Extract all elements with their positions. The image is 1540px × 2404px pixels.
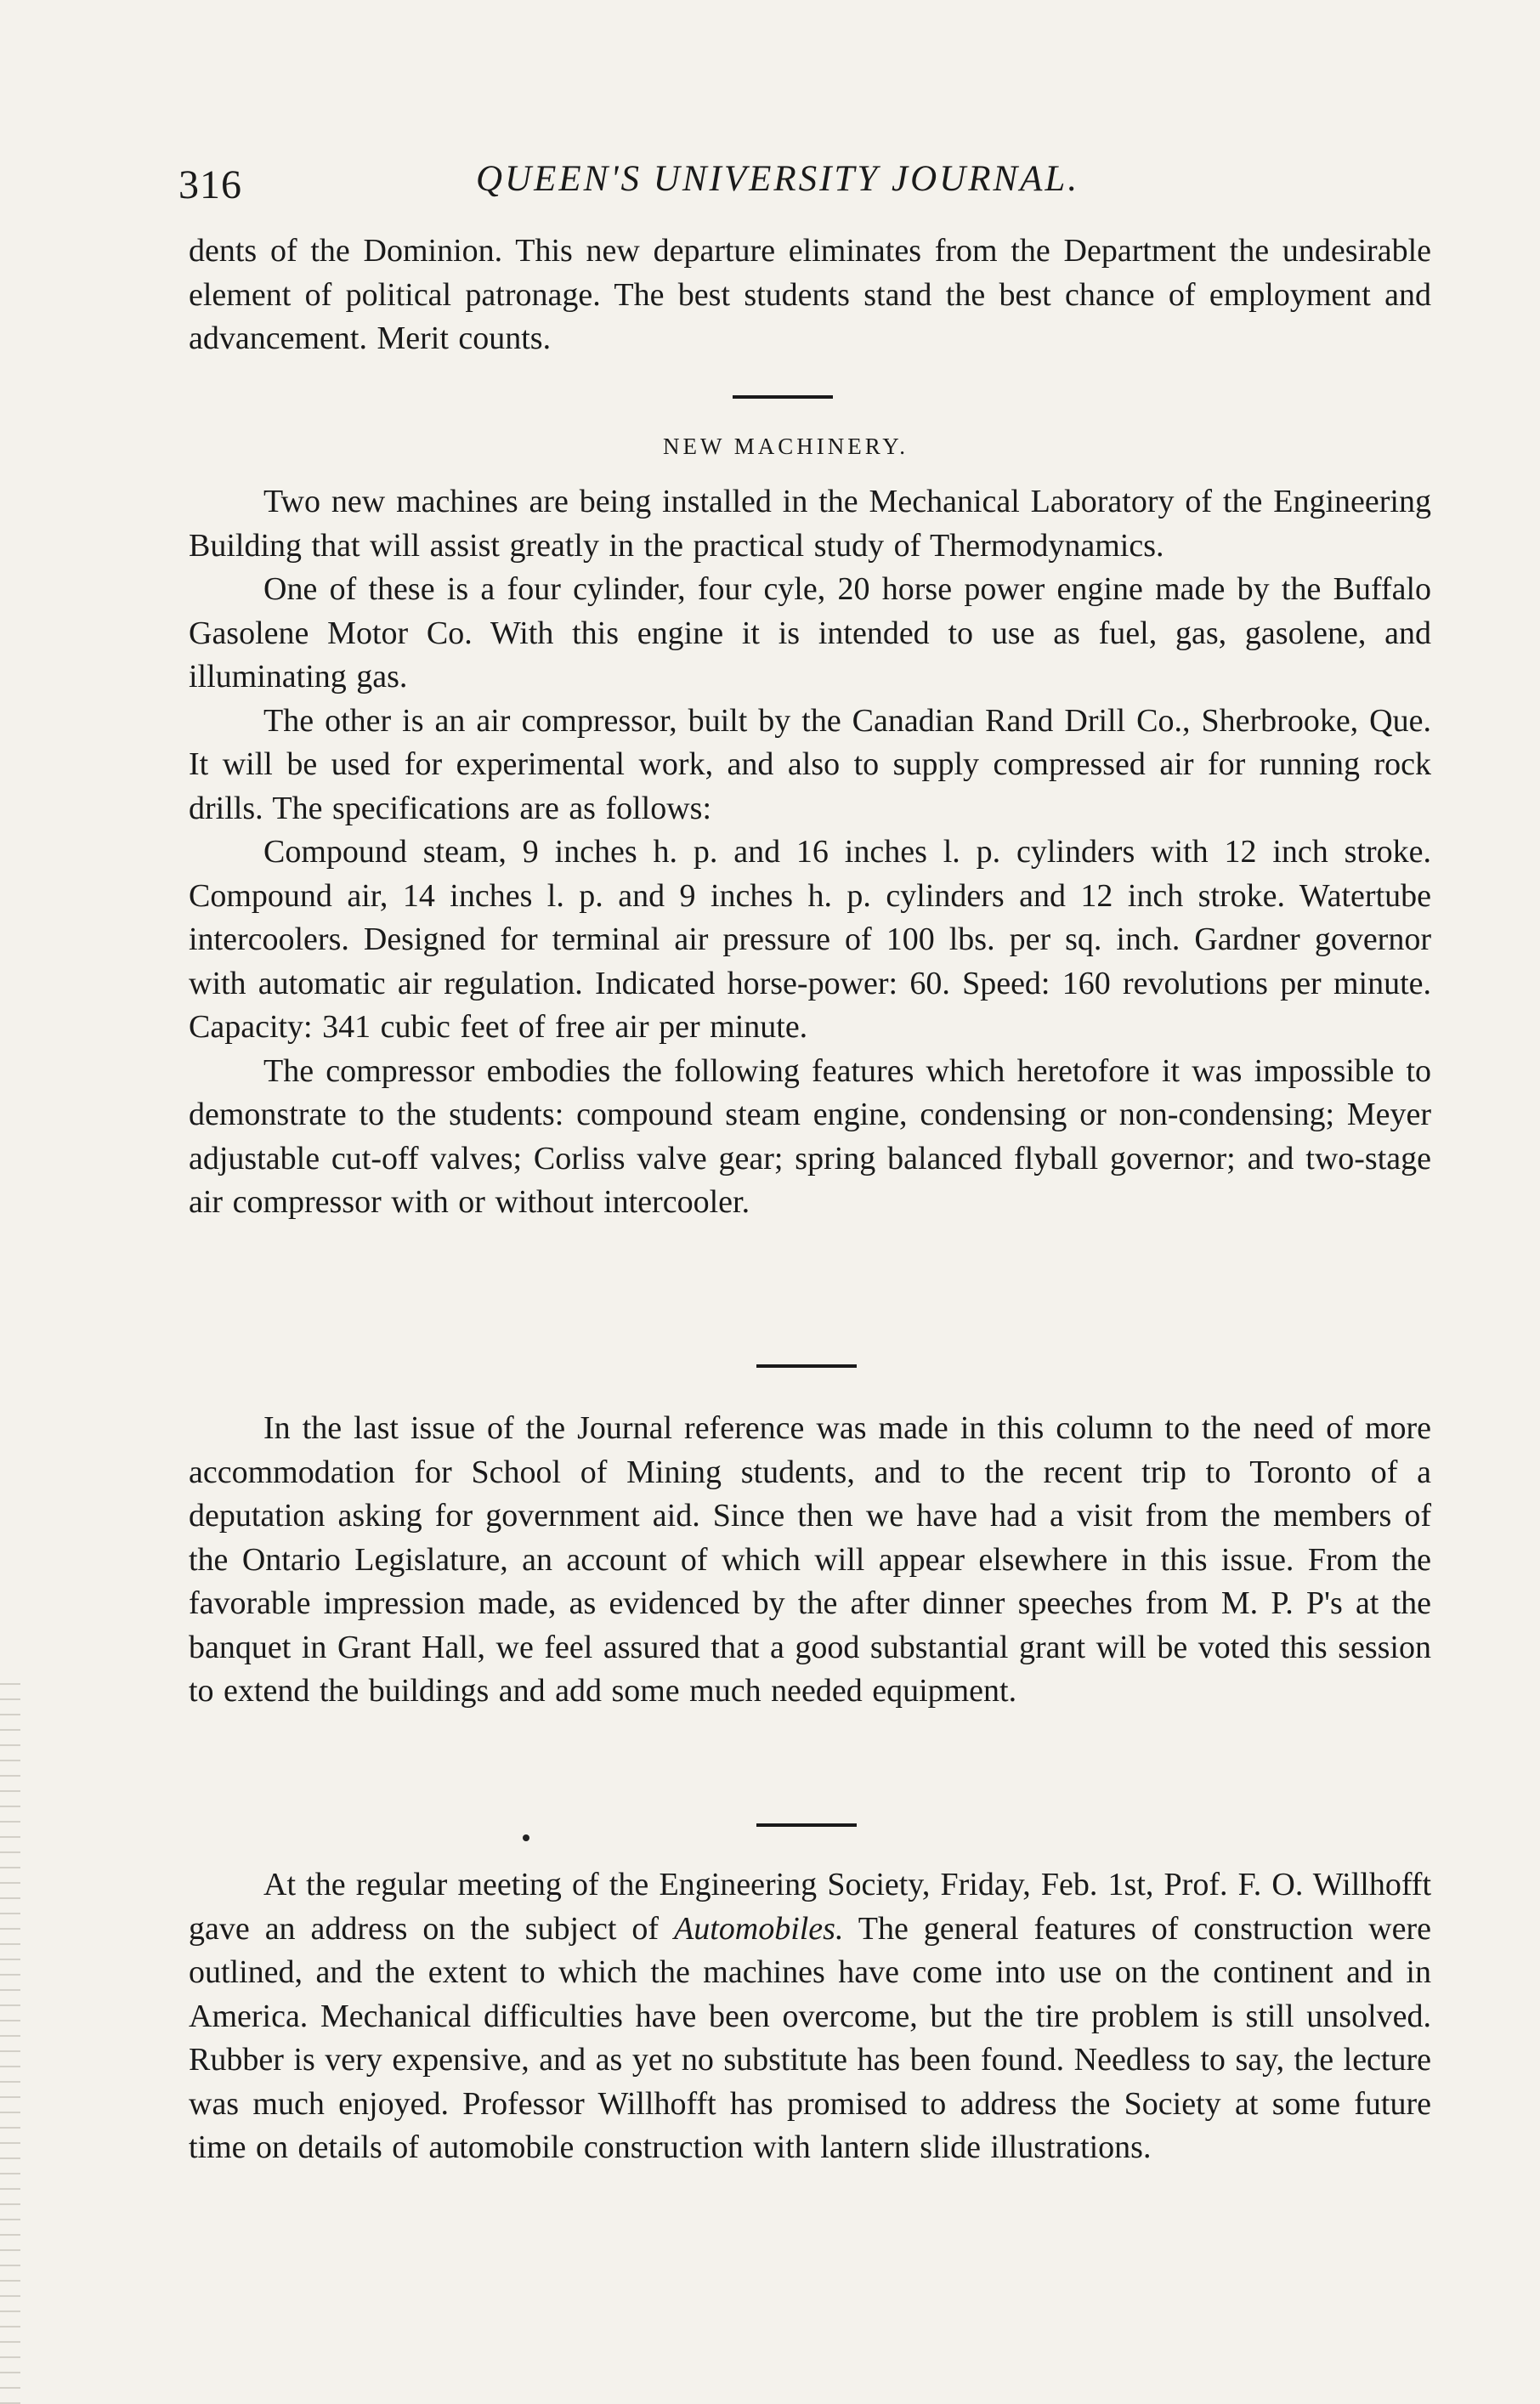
page-number: 316 — [178, 162, 242, 207]
intro-block — [189, 230, 1431, 361]
paragraph-mining-accommodation: In the last issue of the Journal reference was made in this column to the need of more accommodation for School of Mining students, and to the recent trip to Toronto of a deputation asking for government aid. Since then we have had a visit from the members of the Ontario Legislature, an account of which will appear elsewhere in this issue. From the favorable impression made, as evidenced by the after dinner speeches from M. P. P's at the banquet in Grant Hall, we feel assured that a good substantial grant will be voted this session to extend the buildings and add some much needed equipment. — [189, 1410, 1431, 1709]
society-text-start: At the regular meeting of the Engineering Society, Friday, Feb. 1st, Prof. F. O. Willhofft gave an address on the subject of — [189, 1867, 1431, 1947]
society-subject-italic: Automobiles. — [673, 1910, 844, 1947]
paragraph-engineering-society — [189, 1863, 1431, 2170]
page-edge-shadow — [0, 1683, 20, 2404]
intro-paragraph: dents of the Dominion. This new departure eliminates from the Department the undesirable element of political patronage. The best students stand the best chance of employment and advancement. Merit counts. — [189, 233, 1431, 356]
ink-speck — [523, 1834, 529, 1841]
new-machinery-section — [189, 480, 1431, 1225]
mining-accommodation-section — [189, 1407, 1431, 1714]
paragraph-machines-installed: Two new machines are being installed in the Mechanical Laboratory of the Engineering Building that will assist greatly in the practical study of Thermodynamics. — [189, 484, 1431, 564]
paragraph-compressor-features: The compressor embodies the following features which heretofore it was impossible to demonstrate to the students: compound steam engine, condensing or non-condensing; Meyer adjustable cut-off valves; Corliss valve gear; spring balanced flyball governor; and two-stage air compressor with or without intercooler. — [189, 1052, 1431, 1220]
engineering-society-section — [189, 1863, 1431, 2170]
paragraph-specifications: Compound steam, 9 inches h. p. and 16 inches l. p. cylinders with 12 inch stroke. Compound air, 14 inches l. p. and 9 inches h. p. cylinders and 12 inch stroke. Watertube intercoolers. Designed for terminal air pressure of 100 lbs. per sq. inch. Gardner governor with automatic air regulation. Indicated horse-power: 60. Speed: 160 revolutions per minute. Capacity: 341 cubic feet of free air per minute. — [189, 834, 1431, 1045]
section-divider-2 — [756, 1364, 857, 1368]
section-divider-1 — [733, 395, 833, 399]
society-text-end: The general features of construction were outlined, and the extent to which the machines have come into use on the continent and in America. Mechanical difficulties have been overcome, but the tire problem is still unsolved. Rubber is very expensive, and as yet no substitute has been found. Needless to say, the lecture was much enjoyed. Professor Willhofft has promised to address the Society at some future time on details of automobile construction with lantern slide illustrations. — [189, 1910, 1431, 2165]
section-heading-new-machinery: NEW MACHINERY. — [663, 434, 909, 459]
paragraph-air-compressor: The other is an air compressor, built by the Canadian Rand Drill Co., Sherbrooke, Que. It will be used for experimental work, and also to supply compressed air for running rock drills. The specifications are as follows: — [189, 702, 1431, 826]
section-divider-3 — [756, 1823, 857, 1827]
page-header — [178, 153, 1453, 213]
paragraph-gasolene-engine: One of these is a four cylinder, four cyle, 20 horse power engine made by the Buffalo Gasolene Motor Co. With this engine it is intended to use as fuel, gas, gasolene, and illuminating gas. — [189, 571, 1431, 695]
running-title: QUEEN'S UNIVERSITY JOURNAL. — [476, 159, 1080, 199]
